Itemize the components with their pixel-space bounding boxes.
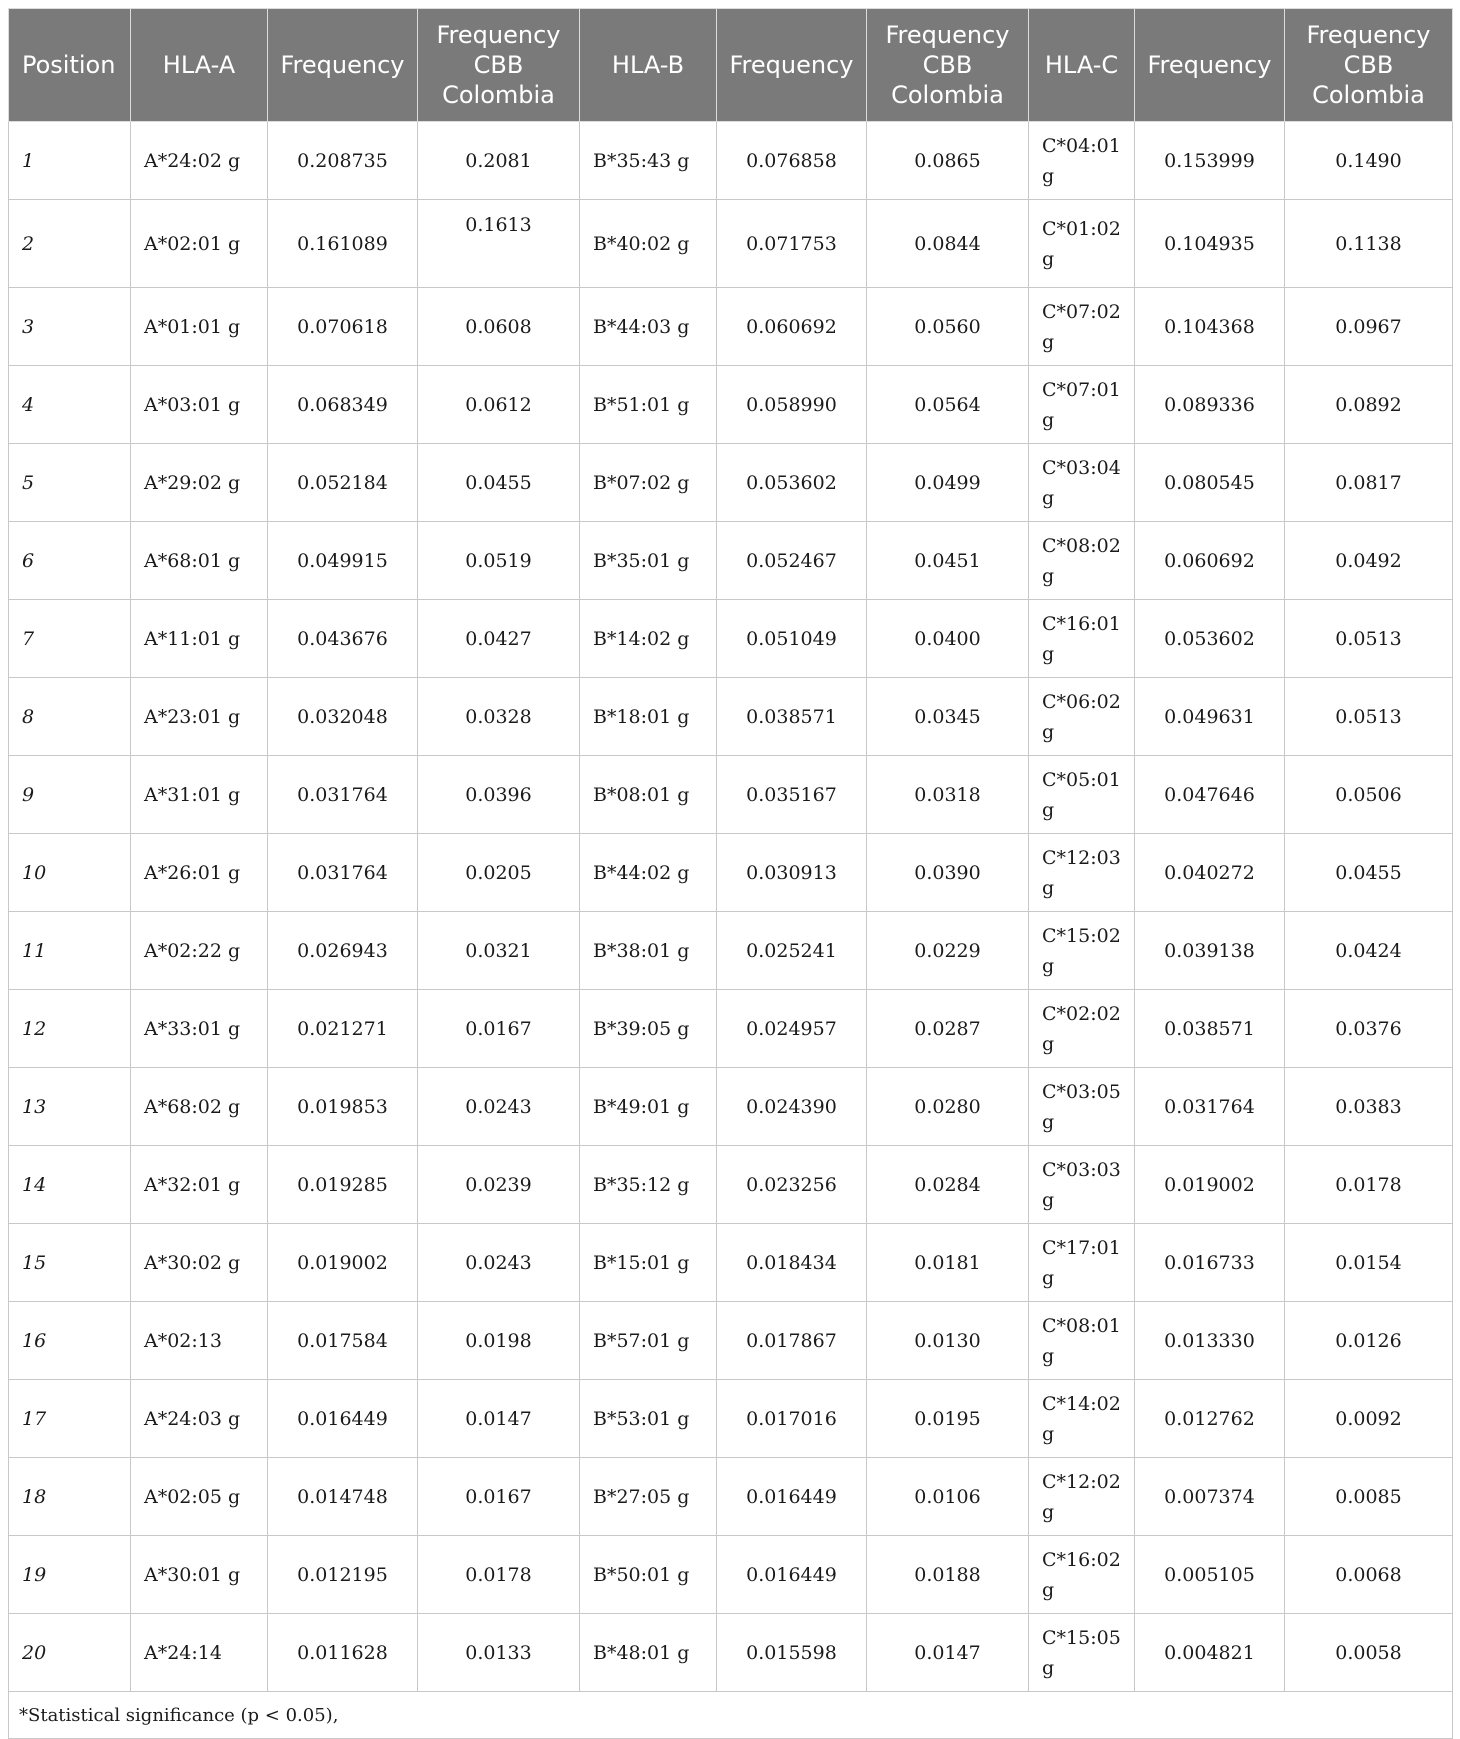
- cell-frequency-cbb-c: 0.1490: [1285, 122, 1453, 200]
- cell-frequency-a: 0.014748: [268, 1458, 418, 1536]
- cell-frequency-cbb-c: 0.0424: [1285, 912, 1453, 990]
- cell-hla-c: C*14:02 g: [1029, 1380, 1135, 1458]
- cell-hla-a: A*01:01 g: [131, 288, 268, 366]
- cell-frequency-cbb-a: 0.2081: [418, 122, 580, 200]
- cell-frequency-cbb-c: 0.0492: [1285, 522, 1453, 600]
- cell-position: 12: [9, 990, 131, 1068]
- cell-frequency-a: 0.017584: [268, 1302, 418, 1380]
- cell-position: 15: [9, 1224, 131, 1302]
- cell-frequency-b: 0.024390: [717, 1068, 867, 1146]
- cell-frequency-a: 0.208735: [268, 122, 418, 200]
- cell-position: 3: [9, 288, 131, 366]
- cell-frequency-cbb-a: 0.0198: [418, 1302, 580, 1380]
- cell-frequency-cbb-a: 0.0321: [418, 912, 580, 990]
- cell-hla-c: C*08:01 g: [1029, 1302, 1135, 1380]
- cell-hla-a: A*24:14: [131, 1614, 268, 1692]
- cell-hla-a: A*31:01 g: [131, 756, 268, 834]
- header-hla-b: HLA-B: [580, 9, 717, 122]
- cell-hla-c: C*08:02 g: [1029, 522, 1135, 600]
- cell-frequency-c: 0.104368: [1135, 288, 1285, 366]
- cell-hla-b: B*07:02 g: [580, 444, 717, 522]
- cell-frequency-b: 0.035167: [717, 756, 867, 834]
- cell-position: 5: [9, 444, 131, 522]
- table-row: [9, 1380, 1453, 1458]
- cell-frequency-c: 0.013330: [1135, 1302, 1285, 1380]
- cell-hla-c: C*03:04 g: [1029, 444, 1135, 522]
- cell-frequency-a: 0.019002: [268, 1224, 418, 1302]
- cell-hla-c: C*02:02 g: [1029, 990, 1135, 1068]
- cell-hla-a: A*03:01 g: [131, 366, 268, 444]
- cell-frequency-cbb-c: 0.0126: [1285, 1302, 1453, 1380]
- cell-frequency-cbb-a: 0.0612: [418, 366, 580, 444]
- cell-hla-b: B*39:05 g: [580, 990, 717, 1068]
- cell-frequency-b: 0.052467: [717, 522, 867, 600]
- cell-frequency-a: 0.068349: [268, 366, 418, 444]
- cell-frequency-c: 0.080545: [1135, 444, 1285, 522]
- table-row: [9, 1068, 1453, 1146]
- cell-hla-a: A*29:02 g: [131, 444, 268, 522]
- cell-frequency-a: 0.019853: [268, 1068, 418, 1146]
- cell-hla-c: C*03:05 g: [1029, 1068, 1135, 1146]
- cell-position: 16: [9, 1302, 131, 1380]
- header-frequency-cbb-a: Frequency CBB Colombia: [418, 9, 580, 122]
- cell-frequency-c: 0.031764: [1135, 1068, 1285, 1146]
- cell-hla-a: A*68:01 g: [131, 522, 268, 600]
- cell-frequency-cbb-b: 0.0564: [867, 366, 1029, 444]
- cell-position: 6: [9, 522, 131, 600]
- cell-position: 17: [9, 1380, 131, 1458]
- cell-hla-c: C*15:05 g: [1029, 1614, 1135, 1692]
- cell-hla-a: A*30:01 g: [131, 1536, 268, 1614]
- cell-frequency-c: 0.153999: [1135, 122, 1285, 200]
- cell-frequency-cbb-a: 0.0396: [418, 756, 580, 834]
- cell-frequency-cbb-a: 0.0133: [418, 1614, 580, 1692]
- cell-frequency-cbb-a: 0.0243: [418, 1068, 580, 1146]
- cell-hla-c: C*04:01 g: [1029, 122, 1135, 200]
- cell-hla-c: C*07:01 g: [1029, 366, 1135, 444]
- cell-frequency-b: 0.018434: [717, 1224, 867, 1302]
- cell-position: 13: [9, 1068, 131, 1146]
- cell-frequency-c: 0.049631: [1135, 678, 1285, 756]
- cell-hla-c: C*06:02 g: [1029, 678, 1135, 756]
- table-row: [9, 1536, 1453, 1614]
- cell-frequency-cbb-a: 0.0167: [418, 1458, 580, 1536]
- cell-hla-a: A*24:02 g: [131, 122, 268, 200]
- cell-hla-b: B*35:01 g: [580, 522, 717, 600]
- cell-hla-a: A*23:01 g: [131, 678, 268, 756]
- cell-hla-c: C*17:01 g: [1029, 1224, 1135, 1302]
- cell-hla-b: B*49:01 g: [580, 1068, 717, 1146]
- cell-hla-b: B*38:01 g: [580, 912, 717, 990]
- cell-hla-c: C*15:02 g: [1029, 912, 1135, 990]
- cell-hla-b: B*44:03 g: [580, 288, 717, 366]
- cell-frequency-cbb-a: 0.0328: [418, 678, 580, 756]
- cell-position: 9: [9, 756, 131, 834]
- cell-frequency-c: 0.012762: [1135, 1380, 1285, 1458]
- cell-frequency-cbb-a: 0.0519: [418, 522, 580, 600]
- cell-frequency-cbb-b: 0.0865: [867, 122, 1029, 200]
- footnote: *Statistical significance (p < 0.05),: [9, 1692, 1453, 1739]
- cell-frequency-b: 0.025241: [717, 912, 867, 990]
- cell-frequency-a: 0.049915: [268, 522, 418, 600]
- cell-hla-b: B*27:05 g: [580, 1458, 717, 1536]
- cell-frequency-c: 0.016733: [1135, 1224, 1285, 1302]
- table-row: [9, 366, 1453, 444]
- cell-position: 19: [9, 1536, 131, 1614]
- cell-hla-b: B*15:01 g: [580, 1224, 717, 1302]
- cell-frequency-a: 0.161089: [268, 200, 418, 288]
- cell-frequency-c: 0.007374: [1135, 1458, 1285, 1536]
- cell-position: 2: [9, 200, 131, 288]
- cell-frequency-a: 0.052184: [268, 444, 418, 522]
- cell-hla-a: A*32:01 g: [131, 1146, 268, 1224]
- cell-frequency-a: 0.070618: [268, 288, 418, 366]
- cell-frequency-cbb-a: 0.0427: [418, 600, 580, 678]
- cell-hla-b: B*08:01 g: [580, 756, 717, 834]
- cell-frequency-cbb-b: 0.0229: [867, 912, 1029, 990]
- cell-frequency-b: 0.071753: [717, 200, 867, 288]
- cell-hla-b: B*53:01 g: [580, 1380, 717, 1458]
- header-frequency-b: Frequency: [717, 9, 867, 122]
- cell-frequency-a: 0.032048: [268, 678, 418, 756]
- table-row: [9, 678, 1453, 756]
- cell-frequency-a: 0.016449: [268, 1380, 418, 1458]
- table-footer: [9, 1692, 1453, 1739]
- cell-hla-c: C*07:02 g: [1029, 288, 1135, 366]
- cell-frequency-c: 0.053602: [1135, 600, 1285, 678]
- cell-hla-b: B*35:43 g: [580, 122, 717, 200]
- cell-frequency-b: 0.017867: [717, 1302, 867, 1380]
- table-row: [9, 1458, 1453, 1536]
- cell-frequency-a: 0.011628: [268, 1614, 418, 1692]
- cell-hla-b: B*51:01 g: [580, 366, 717, 444]
- cell-frequency-c: 0.089336: [1135, 366, 1285, 444]
- cell-frequency-b: 0.053602: [717, 444, 867, 522]
- cell-position: 1: [9, 122, 131, 200]
- cell-position: 8: [9, 678, 131, 756]
- hla-frequency-table: [8, 8, 1453, 1739]
- cell-frequency-c: 0.039138: [1135, 912, 1285, 990]
- cell-frequency-a: 0.019285: [268, 1146, 418, 1224]
- header-position: Position: [9, 9, 131, 122]
- cell-frequency-c: 0.060692: [1135, 522, 1285, 600]
- cell-frequency-cbb-b: 0.0287: [867, 990, 1029, 1068]
- header-frequency-a: Frequency: [268, 9, 418, 122]
- table-row: [9, 200, 1453, 288]
- header-frequency-cbb-b: Frequency CBB Colombia: [867, 9, 1029, 122]
- cell-hla-b: B*35:12 g: [580, 1146, 717, 1224]
- cell-frequency-cbb-b: 0.0390: [867, 834, 1029, 912]
- table-row: [9, 1224, 1453, 1302]
- cell-frequency-cbb-b: 0.0188: [867, 1536, 1029, 1614]
- cell-frequency-cbb-b: 0.0318: [867, 756, 1029, 834]
- cell-hla-b: B*14:02 g: [580, 600, 717, 678]
- cell-frequency-cbb-a: 0.0167: [418, 990, 580, 1068]
- cell-frequency-b: 0.030913: [717, 834, 867, 912]
- cell-frequency-cbb-a: 0.0455: [418, 444, 580, 522]
- table-row: [9, 1146, 1453, 1224]
- cell-position: 11: [9, 912, 131, 990]
- cell-frequency-b: 0.017016: [717, 1380, 867, 1458]
- cell-frequency-cbb-c: 0.0513: [1285, 678, 1453, 756]
- cell-frequency-b: 0.051049: [717, 600, 867, 678]
- cell-frequency-cbb-c: 0.0178: [1285, 1146, 1453, 1224]
- cell-frequency-c: 0.004821: [1135, 1614, 1285, 1692]
- cell-position: 10: [9, 834, 131, 912]
- table-row: [9, 600, 1453, 678]
- table-row: [9, 1302, 1453, 1380]
- cell-frequency-cbb-b: 0.0499: [867, 444, 1029, 522]
- cell-frequency-c: 0.019002: [1135, 1146, 1285, 1224]
- cell-frequency-cbb-b: 0.0130: [867, 1302, 1029, 1380]
- cell-hla-a: A*68:02 g: [131, 1068, 268, 1146]
- cell-frequency-cbb-b: 0.0106: [867, 1458, 1029, 1536]
- cell-hla-c: C*12:03 g: [1029, 834, 1135, 912]
- cell-hla-a: A*02:05 g: [131, 1458, 268, 1536]
- cell-frequency-cbb-b: 0.0195: [867, 1380, 1029, 1458]
- cell-hla-b: B*57:01 g: [580, 1302, 717, 1380]
- cell-frequency-cbb-c: 0.1138: [1285, 200, 1453, 288]
- cell-hla-b: B*18:01 g: [580, 678, 717, 756]
- cell-frequency-b: 0.023256: [717, 1146, 867, 1224]
- cell-frequency-b: 0.038571: [717, 678, 867, 756]
- table-container: [8, 8, 1452, 1739]
- cell-frequency-cbb-c: 0.0506: [1285, 756, 1453, 834]
- cell-frequency-a: 0.043676: [268, 600, 418, 678]
- cell-frequency-cbb-a: 0.0243: [418, 1224, 580, 1302]
- cell-frequency-cbb-a: 0.0178: [418, 1536, 580, 1614]
- table-row: [9, 912, 1453, 990]
- cell-frequency-cbb-b: 0.0147: [867, 1614, 1029, 1692]
- table-row: [9, 756, 1453, 834]
- header-hla-c: HLA-C: [1029, 9, 1135, 122]
- cell-hla-b: B*40:02 g: [580, 200, 717, 288]
- cell-frequency-b: 0.015598: [717, 1614, 867, 1692]
- cell-position: 4: [9, 366, 131, 444]
- cell-frequency-cbb-c: 0.0154: [1285, 1224, 1453, 1302]
- cell-frequency-cbb-b: 0.0280: [867, 1068, 1029, 1146]
- cell-hla-b: B*48:01 g: [580, 1614, 717, 1692]
- cell-frequency-cbb-c: 0.0376: [1285, 990, 1453, 1068]
- header-hla-a: HLA-A: [131, 9, 268, 122]
- header-frequency-c: Frequency: [1135, 9, 1285, 122]
- cell-frequency-cbb-c: 0.0092: [1285, 1380, 1453, 1458]
- cell-position: 7: [9, 600, 131, 678]
- table-row: [9, 288, 1453, 366]
- cell-frequency-cbb-c: 0.0513: [1285, 600, 1453, 678]
- cell-hla-c: C*01:02 g: [1029, 200, 1135, 288]
- cell-frequency-b: 0.076858: [717, 122, 867, 200]
- cell-hla-c: C*16:02 g: [1029, 1536, 1135, 1614]
- cell-frequency-cbb-c: 0.0892: [1285, 366, 1453, 444]
- cell-hla-b: B*50:01 g: [580, 1536, 717, 1614]
- cell-frequency-cbb-b: 0.0345: [867, 678, 1029, 756]
- cell-frequency-b: 0.058990: [717, 366, 867, 444]
- header-frequency-cbb-c: Frequency CBB Colombia: [1285, 9, 1453, 122]
- cell-hla-c: C*12:02 g: [1029, 1458, 1135, 1536]
- cell-frequency-cbb-b: 0.0181: [867, 1224, 1029, 1302]
- cell-hla-b: B*44:02 g: [580, 834, 717, 912]
- cell-hla-a: A*24:03 g: [131, 1380, 268, 1458]
- table-row: [9, 1614, 1453, 1692]
- table-body: [9, 122, 1453, 1692]
- cell-frequency-cbb-c: 0.0058: [1285, 1614, 1453, 1692]
- cell-hla-a: A*02:01 g: [131, 200, 268, 288]
- table-row: [9, 834, 1453, 912]
- cell-hla-a: A*02:13: [131, 1302, 268, 1380]
- cell-frequency-a: 0.031764: [268, 756, 418, 834]
- cell-position: 20: [9, 1614, 131, 1692]
- cell-frequency-b: 0.016449: [717, 1458, 867, 1536]
- cell-hla-a: A*33:01 g: [131, 990, 268, 1068]
- cell-frequency-cbb-c: 0.0455: [1285, 834, 1453, 912]
- cell-frequency-cbb-a: 0.0205: [418, 834, 580, 912]
- cell-frequency-b: 0.060692: [717, 288, 867, 366]
- table-row: [9, 122, 1453, 200]
- cell-frequency-cbb-b: 0.0560: [867, 288, 1029, 366]
- cell-frequency-c: 0.104935: [1135, 200, 1285, 288]
- cell-frequency-cbb-a: 0.0608: [418, 288, 580, 366]
- table-row: [9, 522, 1453, 600]
- cell-frequency-a: 0.031764: [268, 834, 418, 912]
- cell-frequency-c: 0.038571: [1135, 990, 1285, 1068]
- cell-frequency-cbb-a: 0.1613: [418, 200, 580, 288]
- table-row: [9, 990, 1453, 1068]
- cell-frequency-cbb-a: 0.0239: [418, 1146, 580, 1224]
- cell-position: 14: [9, 1146, 131, 1224]
- cell-frequency-cbb-a: 0.0147: [418, 1380, 580, 1458]
- cell-frequency-cbb-b: 0.0400: [867, 600, 1029, 678]
- cell-frequency-cbb-c: 0.0967: [1285, 288, 1453, 366]
- cell-hla-a: A*02:22 g: [131, 912, 268, 990]
- cell-hla-a: A*30:02 g: [131, 1224, 268, 1302]
- cell-frequency-b: 0.016449: [717, 1536, 867, 1614]
- cell-frequency-a: 0.026943: [268, 912, 418, 990]
- table-header: [9, 9, 1453, 122]
- cell-frequency-cbb-b: 0.0451: [867, 522, 1029, 600]
- cell-hla-c: C*03:03 g: [1029, 1146, 1135, 1224]
- cell-hla-a: A*26:01 g: [131, 834, 268, 912]
- cell-frequency-cbb-c: 0.0068: [1285, 1536, 1453, 1614]
- cell-frequency-cbb-c: 0.0383: [1285, 1068, 1453, 1146]
- cell-hla-c: C*05:01 g: [1029, 756, 1135, 834]
- cell-frequency-c: 0.040272: [1135, 834, 1285, 912]
- cell-position: 18: [9, 1458, 131, 1536]
- cell-hla-c: C*16:01 g: [1029, 600, 1135, 678]
- cell-frequency-a: 0.021271: [268, 990, 418, 1068]
- cell-frequency-cbb-b: 0.0844: [867, 200, 1029, 288]
- cell-frequency-cbb-b: 0.0284: [867, 1146, 1029, 1224]
- header-row: [9, 9, 1453, 122]
- cell-frequency-c: 0.047646: [1135, 756, 1285, 834]
- cell-frequency-b: 0.024957: [717, 990, 867, 1068]
- table-row: [9, 444, 1453, 522]
- cell-frequency-cbb-c: 0.0085: [1285, 1458, 1453, 1536]
- cell-frequency-cbb-c: 0.0817: [1285, 444, 1453, 522]
- footnote-row: [9, 1692, 1453, 1739]
- cell-frequency-c: 0.005105: [1135, 1536, 1285, 1614]
- cell-hla-a: A*11:01 g: [131, 600, 268, 678]
- cell-frequency-a: 0.012195: [268, 1536, 418, 1614]
